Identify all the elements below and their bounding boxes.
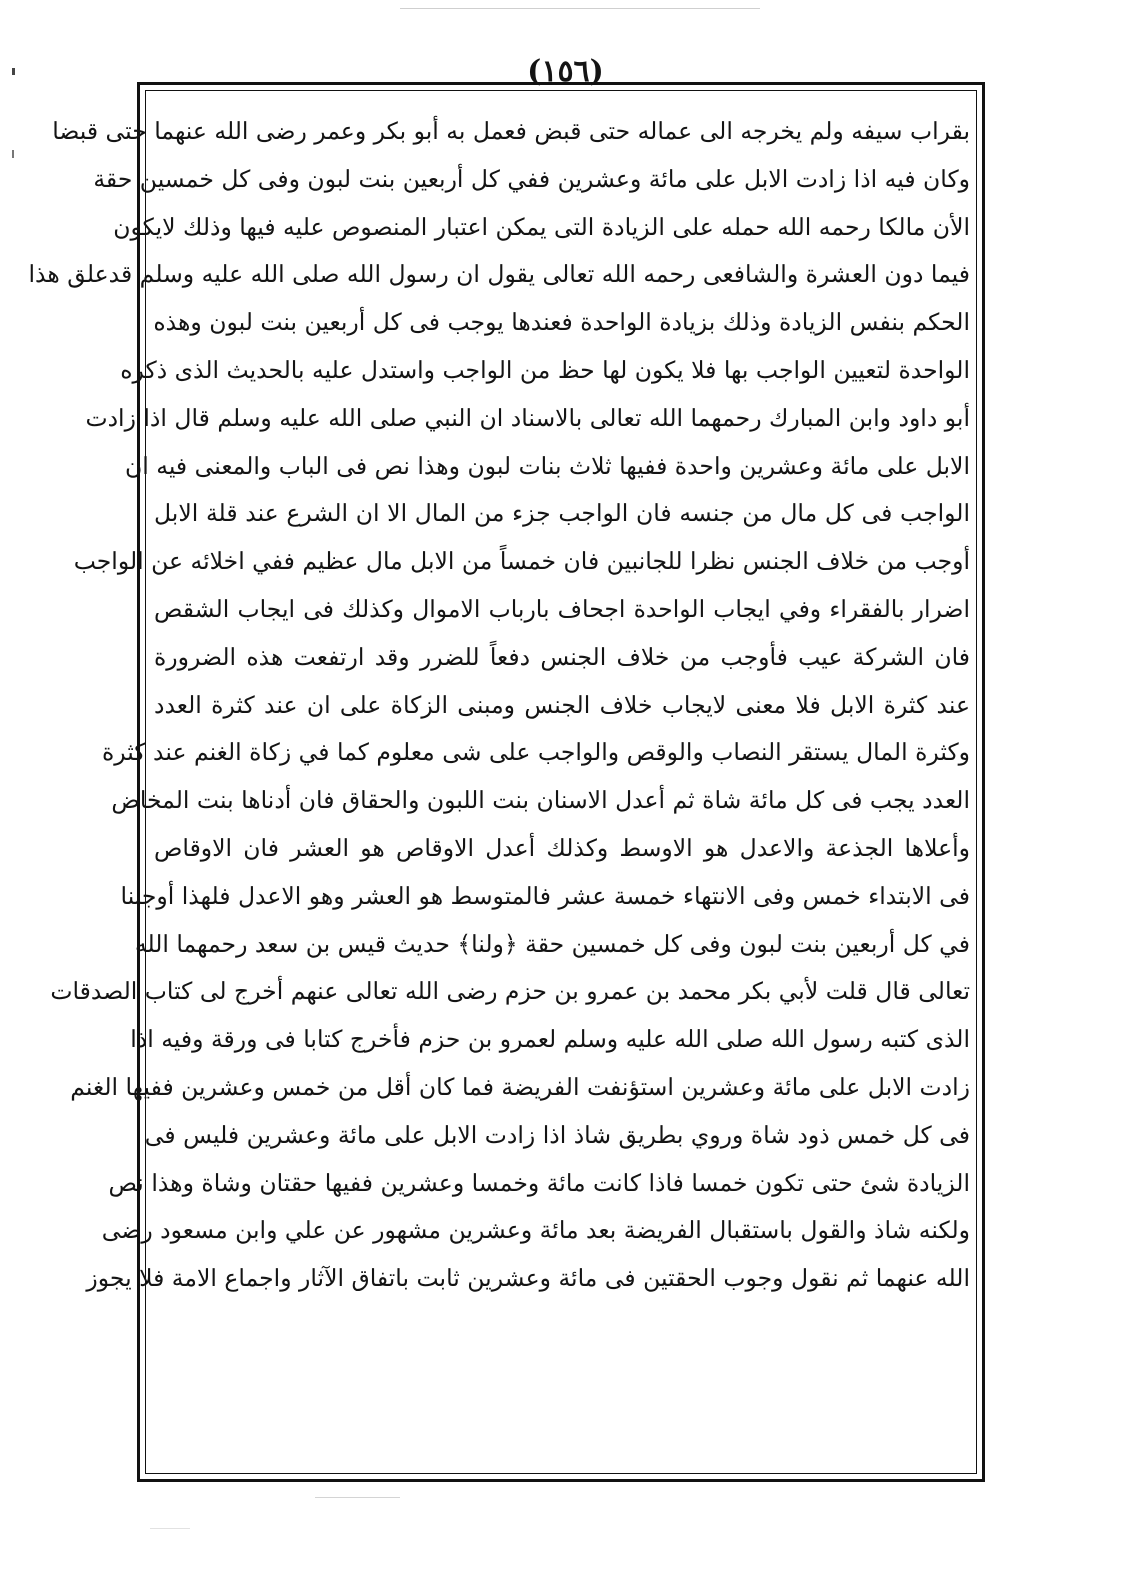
text-line: زادت الابل على مائة وعشرين استؤنفت الفريضة فما كان أقل من خمس وعشرين ففيها الغنم — [70, 1072, 970, 1101]
text-line: في كل أربعين بنت لبون وفى كل خمسين حقة ﴿ولنا﴾ حديث قيس بن سعد رحمهما الله — [134, 929, 970, 958]
text-line: وكثرة المال يستقر النصاب والوقص والواجب على شى معلوم كما في زكاة الغنم عند كثرة — [102, 738, 970, 767]
text-line: وكان فيه اذا زادت الابل على مائة وعشرين ففي كل أربعين بنت لبون وفى كل خمسين حقة — [93, 164, 970, 193]
text-line: وأعلاها الجذعة والاعدل هو الاوسط وكذلك أعدل الاوقاص هو العشر فان الاوقاص — [154, 833, 970, 862]
text-line: فان الشركة عيب فأوجب من خلاف الجنس دفعاً للضرر وقد ارتفعت هذه الضرورة — [154, 642, 970, 671]
text-line: الله عنهما ثم نقول وجوب الحقتين فى مائة وعشرين ثابت باتفاق الآثار واجماع الامة فلا يجوز — [86, 1264, 970, 1293]
text-line: ولكنه شاذ والقول باستقبال الفريضة بعد مائة وعشرين مشهور عن علي وابن مسعود رضى — [101, 1216, 970, 1245]
text-line: الحكم بنفس الزيادة وذلك بزيادة الواحدة فعندها يوجب فى كل أربعين بنت لبون وهذه — [153, 308, 970, 337]
text-line: الواحدة لتعيين الواجب بها فلا يكون لها حظ من الواجب واستدل عليه بالحديث الذى ذكره — [120, 355, 970, 384]
left-margin-mark-lower — [12, 150, 14, 158]
text-line: العدد يجب فى كل مائة شاة ثم أعدل الاسنان بنت اللبون والحقاق فان أدناها بنت المخاض — [111, 786, 970, 815]
bottom-scan-mark-2 — [150, 1528, 190, 1529]
text-line: الذى كتبه رسول الله صلى الله عليه وسلم لعمرو بن حزم فأخرج كتابا فى ورقة وفيه اذا — [130, 1025, 970, 1054]
text-line: اضرار بالفقراء وفي ايجاب الواحدة اجحاف بارباب الاموال وكذلك فى ايجاب الشقص — [154, 594, 970, 623]
top-scan-rule — [400, 8, 760, 9]
text-line: أوجب من خلاف الجنس نظرا للجانبين فان خمساً من الابل مال عظيم ففي اخلائه عن الواجب — [73, 547, 970, 576]
body-text — [28, 108, 974, 1448]
text-line: أبو داود وابن المبارك رحمهما الله تعالى بالاسناد ان النبي صلى الله عليه وسلم قال اذا زادت — [85, 403, 970, 432]
text-line: تعالى قال قلت لأبي بكر محمد بن عمرو بن حزم رضى الله تعالى عنهم أخرج لى كتاب الصدقات — [50, 977, 970, 1006]
text-line: الواجب فى كل مال من جنسه فان الواجب جزء من المال الا ان الشرع عند قلة الابل — [154, 499, 970, 528]
text-line: فى الابتداء خمس وفى الانتهاء خمسة عشر فالمتوسط هو العشر وهو الاعدل فلهذا أوجبنا — [120, 881, 970, 910]
bottom-scan-mark — [315, 1497, 400, 1498]
text-line: فى كل خمس ذود شاة وروي بطريق شاذ اذا زادت الابل على مائة وعشرين فليس فى — [144, 1120, 970, 1149]
text-line: الابل على مائة وعشرين واحدة ففيها ثلاث بنات لبون وهذا نص فى الباب والمعنى فيه ان — [124, 451, 970, 480]
text-line: بقراب سيفه ولم يخرجه الى عماله حتى قبض فعمل به أبو بكر وعمر رضى الله عنهما حتى قبضا — [52, 117, 970, 145]
text-line: الزيادة شئ حتى تكون خمسا فاذا كانت مائة وخمسا وعشرين ففيها حقتان وشاة وهذا نص — [108, 1168, 970, 1197]
text-line: عند كثرة الابل فلا معنى لايجاب خلاف الجنس ومبنى الزكاة على ان عند كثرة العدد — [154, 690, 970, 719]
page-number: (١٥٦) — [527, 54, 604, 89]
text-line: فيما دون العشرة والشافعى رحمه الله تعالى يقول ان رسول الله صلى الله عليه وسلم قدعلق هذا — [28, 260, 970, 289]
text-line: الأن مالكا رحمه الله حمله على الزيادة التى يمكن اعتبار المنصوص عليه فيها وذلك لايكون — [113, 212, 970, 241]
